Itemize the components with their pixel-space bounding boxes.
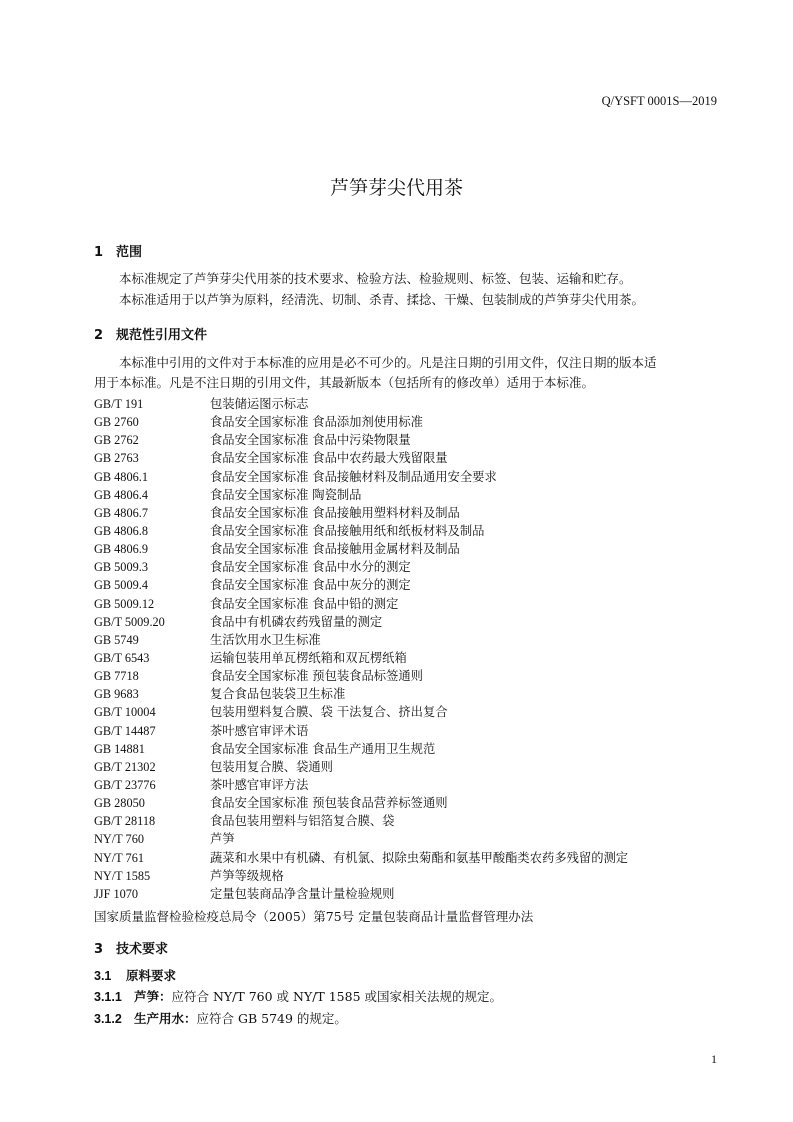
reference-title: 食品安全国家标准 食品添加剂使用标准 bbox=[210, 415, 423, 430]
reference-code: GB 5749 bbox=[94, 632, 139, 647]
reference-title: 茶叶感官审评术语 bbox=[210, 723, 309, 738]
reference-code: GB/T 14487 bbox=[94, 723, 156, 738]
subsection-3-1-1-text: 应符合 NY/T 760 或 NY/T 1585 或国家相关法规的规定。 bbox=[171, 989, 503, 1004]
standard-code: Q/YSFT 0001S—2019 bbox=[601, 94, 717, 108]
reference-title: 食品安全国家标准 预包装食品营养标签通则 bbox=[210, 796, 448, 811]
reference-item bbox=[94, 576, 734, 594]
reference-item bbox=[94, 449, 734, 467]
reference-item bbox=[94, 468, 734, 486]
section-1-title: 范围 bbox=[116, 245, 143, 260]
reference-item bbox=[94, 703, 734, 721]
reference-title: 运输包装用单瓦楞纸箱和双瓦楞纸箱 bbox=[210, 650, 407, 665]
section-1-number: 1 bbox=[94, 245, 104, 260]
reference-code: GB 4806.1 bbox=[94, 469, 148, 484]
subsection-3-1-2-number: 3.1.2 bbox=[94, 1012, 122, 1026]
reference-item bbox=[94, 486, 734, 504]
reference-code: GB/T 23776 bbox=[94, 777, 156, 792]
reference-item bbox=[94, 812, 734, 830]
reference-title: 食品安全国家标准 食品接触用塑料材料及制品 bbox=[210, 505, 460, 520]
reference-title: 生活饮用水卫生标准 bbox=[210, 632, 321, 647]
reference-item bbox=[94, 395, 734, 413]
reference-item bbox=[94, 631, 734, 649]
reference-code: NY/T 760 bbox=[94, 832, 144, 847]
reference-title: 食品安全国家标准 食品中农药最大残留限量 bbox=[210, 451, 448, 466]
reference-code: GB 4806.7 bbox=[94, 505, 148, 520]
reference-code: GB 4806.4 bbox=[94, 487, 148, 502]
reference-last-line: 国家质量监督检验检疫总局令（2005）第75号 定量包装商品计量监督管理办法 bbox=[94, 909, 534, 924]
reference-code: GB/T 6543 bbox=[94, 650, 150, 665]
reference-code: GB 7718 bbox=[94, 669, 139, 684]
subsection-3-1-2-label: 生产用水： bbox=[134, 1011, 197, 1026]
reference-item bbox=[94, 794, 734, 812]
section-3-number: 3 bbox=[94, 942, 104, 957]
page-number: 1 bbox=[711, 1052, 717, 1066]
references-intro-line-1: 本标准中引用的文件对于本标准的应用是必不可少的。凡是注日期的引用文件，仅注日期的版本适 bbox=[119, 355, 657, 370]
reference-title: 食品安全国家标准 食品接触用金属材料及制品 bbox=[210, 542, 460, 557]
reference-item bbox=[94, 758, 734, 776]
reference-code: NY/T 1585 bbox=[94, 868, 151, 883]
reference-list bbox=[94, 395, 734, 903]
reference-code: GB 9683 bbox=[94, 687, 139, 702]
reference-code: GB 5009.3 bbox=[94, 560, 148, 575]
reference-item bbox=[94, 649, 734, 667]
reference-title: 食品包装用塑料与铝箔复合膜、袋 bbox=[210, 814, 395, 829]
reference-title: 包装用复合膜、袋通则 bbox=[210, 759, 333, 774]
subsection-3-1-number: 3.1 bbox=[94, 969, 112, 983]
reference-code: GB 14881 bbox=[94, 741, 145, 756]
reference-code: GB 4806.9 bbox=[94, 542, 148, 557]
reference-title: 包装用塑料复合膜、袋 干法复合、挤出复合 bbox=[210, 705, 448, 720]
reference-title: 食品安全国家标准 预包装食品标签通则 bbox=[210, 669, 423, 684]
reference-title: 定量包装商品净含量计量检验规则 bbox=[210, 886, 395, 901]
reference-title: 食品安全国家标准 食品生产通用卫生规范 bbox=[210, 741, 436, 756]
reference-item bbox=[94, 595, 734, 613]
section-3-heading bbox=[94, 938, 168, 957]
section-2-number: 2 bbox=[94, 328, 104, 343]
reference-item bbox=[94, 431, 734, 449]
document-title: 芦笋芽尖代用茶 bbox=[329, 177, 463, 199]
subsection-3-1-1-number: 3.1.1 bbox=[94, 990, 122, 1004]
reference-title: 食品安全国家标准 食品中铅的测定 bbox=[210, 596, 399, 611]
reference-item bbox=[94, 413, 734, 431]
reference-code: GB/T 28118 bbox=[94, 814, 156, 829]
reference-code: GB 5009.4 bbox=[94, 578, 148, 593]
references-intro-line-2: 用于本标准。凡是不注日期的引用文件，其最新版本（包括所有的修改单）适用于本标准。 bbox=[94, 375, 595, 390]
reference-code: GB/T 21302 bbox=[94, 759, 156, 774]
reference-item bbox=[94, 776, 734, 794]
reference-item bbox=[94, 504, 734, 522]
reference-title: 食品安全国家标准 食品中污染物限量 bbox=[210, 433, 411, 448]
reference-title: 食品安全国家标准 食品中灰分的测定 bbox=[210, 578, 411, 593]
reference-item bbox=[94, 722, 734, 740]
reference-code: GB 2760 bbox=[94, 415, 139, 430]
reference-title: 食品中有机磷农药残留量的测定 bbox=[210, 614, 383, 629]
subsection-3-1-2-text: 应符合 GB 5749 的规定。 bbox=[196, 1011, 347, 1026]
reference-item bbox=[94, 885, 734, 903]
reference-title: 食品安全国家标准 食品接触用纸和纸板材料及制品 bbox=[210, 523, 485, 538]
scope-paragraph-2: 本标准适用于以芦笋为原料，经清洗、切制、杀青、揉捻、干燥、包装制成的芦笋芽尖代用茶。 bbox=[119, 292, 645, 307]
reference-code: GB 2763 bbox=[94, 451, 139, 466]
reference-item bbox=[94, 667, 734, 685]
reference-item bbox=[94, 540, 734, 558]
reference-title: 复合食品包装袋卫生标准 bbox=[210, 687, 346, 702]
scope-paragraph-1: 本标准规定了芦笋芽尖代用茶的技术要求、检验方法、检验规则、标签、包装、运输和贮存。 bbox=[119, 271, 632, 286]
reference-item bbox=[94, 522, 734, 540]
reference-code: GB/T 5009.20 bbox=[94, 614, 165, 629]
reference-title: 芦笋 bbox=[210, 832, 235, 847]
subsection-3-1-1-label: 芦笋： bbox=[134, 989, 172, 1004]
reference-title: 茶叶感官审评方法 bbox=[210, 777, 309, 792]
reference-code: NY/T 761 bbox=[94, 850, 144, 865]
reference-item bbox=[94, 613, 734, 631]
section-2-heading bbox=[94, 324, 207, 343]
section-2-title: 规范性引用文件 bbox=[116, 328, 208, 343]
reference-code: GB 28050 bbox=[94, 796, 145, 811]
reference-code: GB/T 10004 bbox=[94, 705, 156, 720]
reference-code: GB 4806.8 bbox=[94, 523, 148, 538]
reference-item bbox=[94, 867, 734, 885]
reference-title: 食品安全国家标准 食品接触材料及制品通用安全要求 bbox=[210, 469, 497, 484]
reference-title: 食品安全国家标准 陶瓷制品 bbox=[210, 487, 362, 502]
subsection-3-1-1 bbox=[94, 988, 502, 1006]
reference-item bbox=[94, 558, 734, 576]
reference-code: JJF 1070 bbox=[94, 886, 139, 901]
reference-code: GB 5009.12 bbox=[94, 596, 155, 611]
reference-title: 芦笋等级规格 bbox=[210, 868, 284, 883]
reference-code: GB 2762 bbox=[94, 433, 139, 448]
subsection-3-1 bbox=[94, 967, 176, 985]
subsection-3-1-label: 原料要求 bbox=[126, 968, 177, 983]
reference-title: 包装储运图示标志 bbox=[210, 397, 309, 411]
reference-title: 蔬菜和水果中有机磷、有机氯、拟除虫菊酯和氨基甲酸酯类农药多残留的测定 bbox=[210, 850, 629, 865]
reference-title: 食品安全国家标准 食品中水分的测定 bbox=[210, 560, 411, 575]
reference-item bbox=[94, 830, 734, 848]
reference-item bbox=[94, 740, 734, 758]
section-1-heading bbox=[94, 241, 142, 260]
reference-item bbox=[94, 849, 734, 867]
subsection-3-1-2 bbox=[94, 1010, 347, 1028]
reference-code: GB/T 191 bbox=[94, 397, 144, 411]
section-3-title: 技术要求 bbox=[116, 942, 169, 957]
reference-item bbox=[94, 685, 734, 703]
